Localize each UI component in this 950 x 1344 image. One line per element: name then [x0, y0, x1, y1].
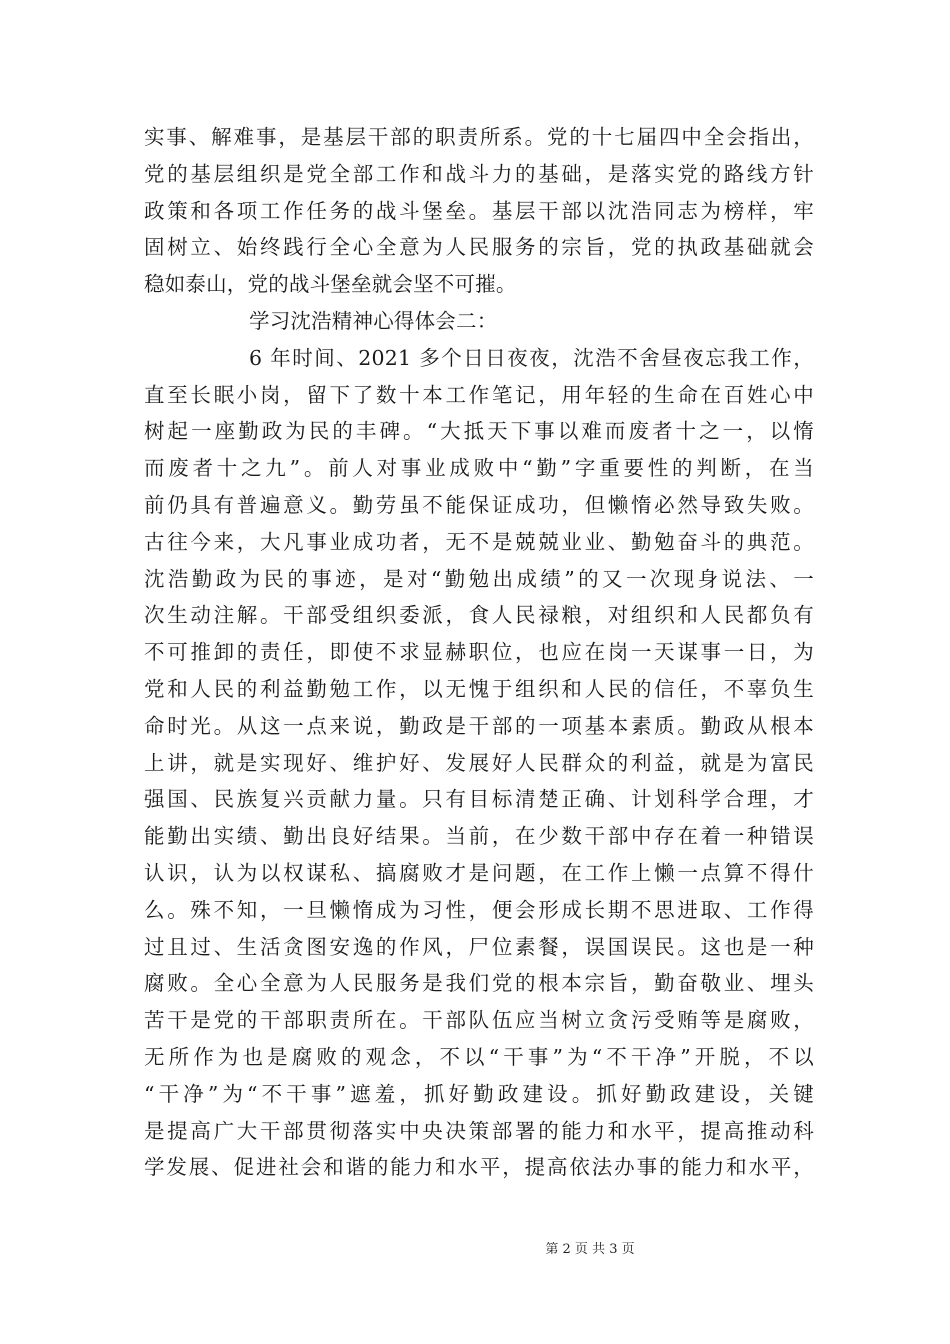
text-line: 腐败。全心全意为人民服务是我们党的根本宗旨，勤奋敬业、埋头 [144, 971, 814, 996]
text-line: 次生动注解。干部受组织委派，食人民禄粮，对组织和人民都负有 [144, 603, 814, 628]
text-line: 能勤出实绩、勤出良好结果。当前，在少数干部中存在着一种错误 [144, 824, 814, 849]
text-line: 苦干是党的干部职责所在。干部队伍应当树立贪污受贿等是腐败， [144, 1008, 814, 1033]
text-line: 而废者十之九”。前人对事业成败中“勤”字重要性的判断，在当 [144, 456, 814, 481]
text-line: 强国、民族复兴贡献力量。只有目标清楚正确、计划科学合理，才 [144, 787, 814, 812]
text-line: 不可推卸的责任，即使不求显赫职位，也应在岗一天谋事一日，为 [144, 640, 814, 665]
text-line: 认识，认为以权谋私、搞腐败才是问题，在工作上懒一点算不得什 [144, 860, 814, 885]
text-line: 过且过、生活贪图安逸的作风，尸位素餐，误国误民。这也是一种 [144, 934, 814, 959]
text-line: 6 年时间、2021 多个日日夜夜，沈浩不舍昼夜忘我工作， [249, 345, 814, 370]
text-line: 党的基层组织是党全部工作和战斗力的基础，是落实党的路线方针 [144, 161, 814, 186]
body-text [144, 119, 814, 1186]
text-line: 稳如泰山，党的战斗堡垒就会坚不可摧。 [144, 272, 517, 297]
text-line: 上讲，就是实现好、维护好、发展好人民群众的利益，就是为富民 [144, 750, 814, 775]
text-line: 么。殊不知，一旦懒惰成为习性，便会形成长期不思进取、工作得 [144, 897, 814, 922]
text-line: 命时光。从这一点来说，勤政是干部的一项基本素质。勤政从根本 [144, 713, 814, 738]
text-line: 前仍具有普遍意义。勤劳虽不能保证成功，但懒惰必然导致失败。 [144, 492, 814, 517]
text-line: 固树立、始终践行全心全意为人民服务的宗旨，党的执政基础就会 [144, 235, 814, 260]
text-line: “干净”为“不干事”遮羞，抓好勤政建设。抓好勤政建设，关键 [144, 1081, 814, 1106]
text-line: 树起一座勤政为民的丰碑。“大抵天下事以难而废者十之一，以惰 [144, 419, 814, 444]
section-heading: 学习沈浩精神心得体会二： [249, 308, 498, 333]
text-line: 党和人民的利益勤勉工作，以无愧于组织和人民的信任，不辜负生 [144, 676, 814, 701]
page-number: 第 2 页 共 3 页 [545, 1242, 635, 1257]
text-line: 是提高广大干部贯彻落实中央决策部署的能力和水平，提高推动科 [144, 1118, 814, 1143]
text-line: 无所作为也是腐败的观念，不以“干事”为“不干净”开脱，不以 [144, 1044, 814, 1069]
page-footer [0, 1238, 950, 1257]
text-line: 沈浩勤政为民的事迹，是对“勤勉出成绩”的又一次现身说法、一 [144, 566, 814, 591]
text-line: 政策和各项工作任务的战斗堡垒。基层干部以沈浩同志为榜样，牢 [144, 198, 814, 223]
text-line: 实事、解难事，是基层干部的职责所系。党的十七届四中全会指出， [144, 125, 814, 149]
text-line: 古往今来，大凡事业成功者，无不是兢兢业业、勤勉奋斗的典范。 [144, 529, 814, 554]
text-line: 直至长眠小岗，留下了数十本工作笔记，用年轻的生命在百姓心中 [144, 382, 814, 407]
text-line: 学发展、促进社会和谐的能力和水平，提高依法办事的能力和水平， [144, 1155, 814, 1180]
